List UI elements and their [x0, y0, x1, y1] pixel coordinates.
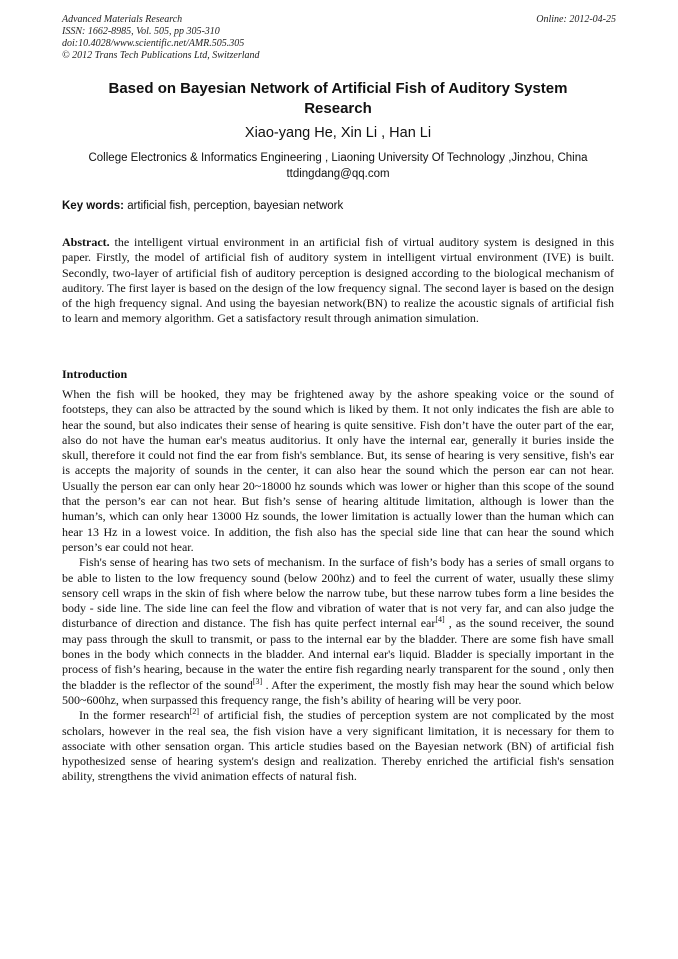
- journal-name: Advanced Materials Research: [62, 14, 183, 25]
- intro-p2-text-b: , as the sound receiver, the sound may pass through the skull to transmit, or pass to the internal ear by the bladder. There are some fish have small bones in the body which connects in the bladder. And internal ear's liquid. Bladder is specially important in the process of fish’s hearing, because in the water the entire fish regarding nearly transparent for the sound , only then the bladder is the reflector of the sound: [62, 616, 614, 692]
- citation-4: [4]: [435, 615, 445, 625]
- intro-p2-text-a: Fish's sense of hearing has two sets of mechanism. In the surface of fish’s body has a series of small organs to be able to listen to the low frequency sound (below 200hz) and to feel the current of water, usually these slimy sensory cell wraps in the skin of fish where below the narrow tube, but these narrow tubes form a line besides the body - side line. The side line can feel the flow and vibration of water that is not very far, and can also judge the disturbance of direction and distance. The fish has quite perfect internal ear: [62, 555, 614, 631]
- copyright-line: © 2012 Trans Tech Publications Ltd, Switzerland: [62, 50, 260, 61]
- intro-p3-text-b: of artificial fish, the studies of perception system are not complicated by the most scholars, however in the real sea, the fish vision have a very significant limitation, it is necessary for them to associate with other sensation organ. This article studies based on the Bayesian network (BN) of artificial fish hypothesized sense of hearing system's design and realization. Thereby enriched the artificial fish's sensation ability, strengthens the vivid animation effects of natural fish.: [62, 708, 614, 784]
- issn-line: ISSN: 1662-8985, Vol. 505, pp 305-310: [62, 26, 220, 37]
- doi-line: doi:10.4028/www.scientific.net/AMR.505.305: [62, 38, 245, 49]
- intro-p3-text-a: In the former research: [79, 708, 190, 723]
- abstract-label: Abstract.: [62, 235, 110, 249]
- author-list: Xiao-yang He, Xin Li , Han Li: [244, 125, 432, 141]
- abstract-text: the intelligent virtual environment in an artificial fish of virtual auditory system is designed in this paper. Firstly, the model of artificial fish of auditory system in intelligent virtual environment (IVE) is built. Secondly, two-layer of artificial fish of auditory perception is designed according to the biological mechanism of auditory. The first layer is based on the design of the low frequency signal. The second layer is based on the design of the high frequency signal. And using the bayesian network(BN) to realize the acoustic signals of artificial fish to learn and memory algorithm. Get a satisfactory result through animation simulation.: [62, 235, 614, 326]
- intro-p2-text-c: . After the experiment, the mostly fish may hear the sound which below 500~600hz, when surpassed this frequency range, the fish’s ability of hearing will be very poor.: [62, 677, 614, 707]
- title-line-2: Research: [304, 100, 372, 117]
- online-date: Online: 2012-04-25: [536, 14, 616, 25]
- introduction-section: [62, 387, 614, 785]
- citation-3: [3]: [252, 676, 263, 686]
- paper-title: [62, 79, 614, 119]
- title-line-1: Based on Bayesian Network of Artificial Fish of Auditory System: [108, 80, 568, 97]
- keywords-text: artificial fish, perception, bayesian network: [124, 200, 344, 212]
- keywords-label: Key words:: [62, 200, 124, 212]
- author-email: ttdingdang@qq.com: [286, 168, 390, 180]
- intro-paragraph-3: [62, 708, 614, 784]
- abstract-paragraph: [62, 235, 614, 327]
- keywords-line: [62, 199, 614, 213]
- journal-header: [62, 14, 616, 62]
- intro-paragraph-2: [62, 555, 614, 708]
- affiliation: College Electronics & Informatics Engineering , Liaoning University Of Technology ,Jinzhou, China: [88, 152, 588, 164]
- affiliation-block: [62, 150, 614, 182]
- intro-paragraph-1: When the fish will be hooked, they may be frightened away by the ashore speaking voice or the sound of footsteps, they can also be attracted by the sound which is liked by them. It not only indicates the fish are able to hear the sound, but also indicates their sense of hearing is quite sensitive. Fish don’t have the outer part of the ear, also do not have the human ear's meatus auditorius. It only have the internal ear, generally it buries inside the skull, therefore it could not find the ear from fish's semblance. But, its sense of hearing is very sensitive, fish's ear is accepts the majority of sounds in the center, it can also hear the sound which the person ear can not hear. Usually the person ear can only hear 20~18000 hz sounds which was lower or higher than this scope of the sound that the person’s ear can not hear. But fish’s sense of hearing altitude limitation, although is lower than the human’s, which can only hear 13000 Hz sounds, the lower limitation is actually lower than the human which can hear 13 Hz in a lowest voice. In addition, the fish also has the special side line that can hear the sound which person’s ear could not hear.: [62, 387, 614, 554]
- citation-2: [2]: [189, 707, 200, 717]
- section-heading-introduction: Introduction: [62, 367, 128, 381]
